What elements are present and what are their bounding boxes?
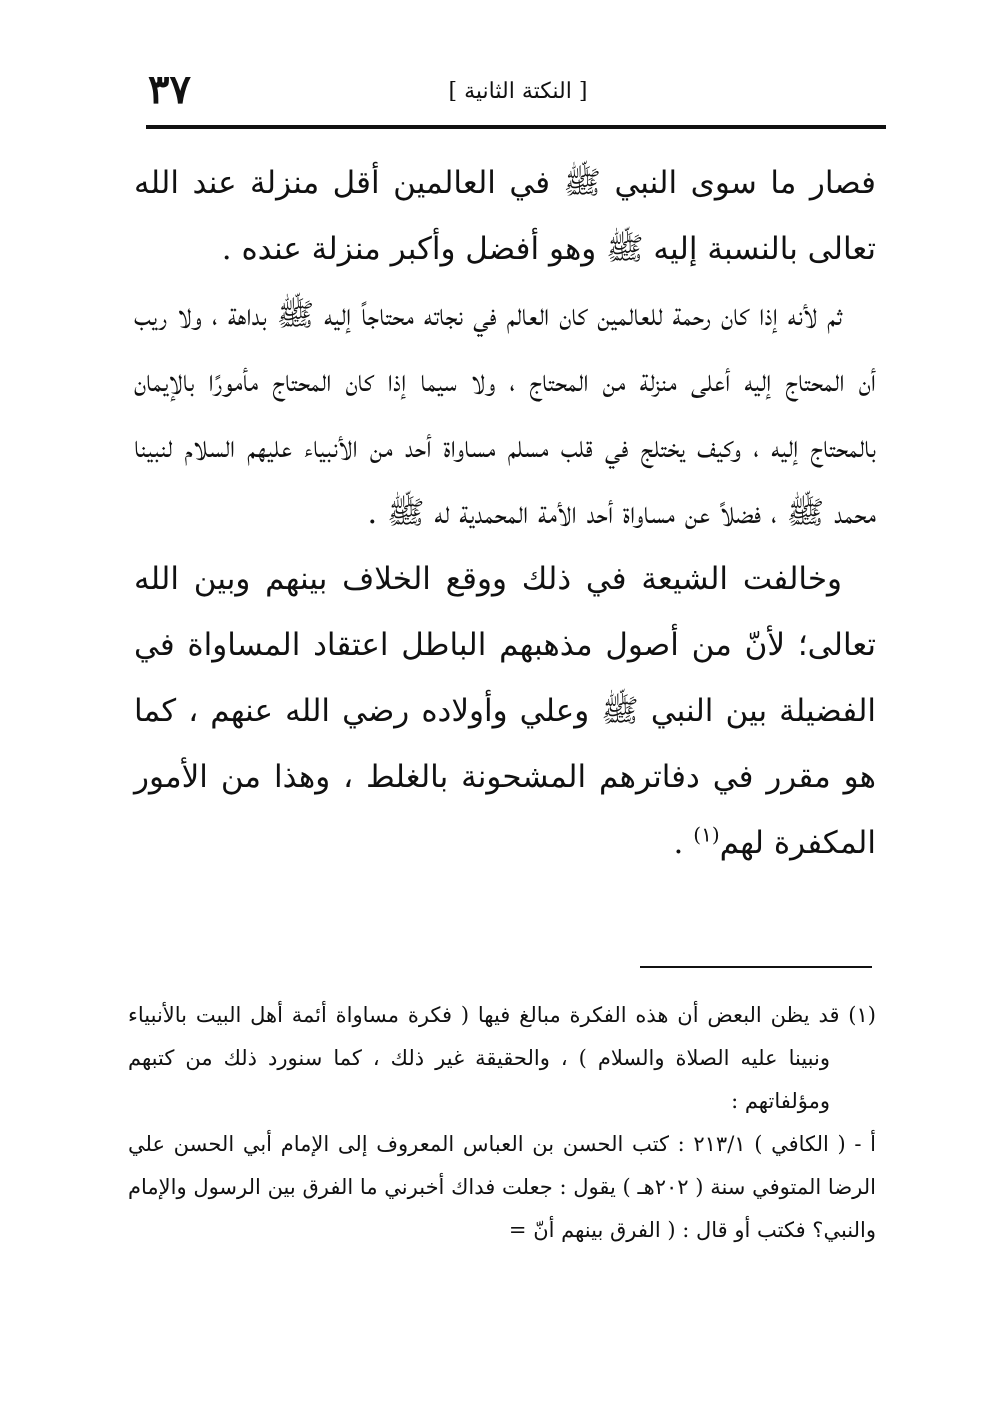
footnote-reference[interactable]: (١) bbox=[693, 822, 720, 847]
main-text bbox=[134, 150, 876, 876]
footnote-divider bbox=[640, 966, 872, 968]
page-number: ٣٧ bbox=[148, 66, 191, 113]
page-header bbox=[148, 62, 888, 122]
running-title: [ النكتة الثانية ] bbox=[448, 79, 588, 104]
footnote-1: (١) قد يظن البعض أن هذه الفكرة مبالغ فيها ( فكرة مساواة أئمة أهل البيت بالأنبياء ونبينا عليه الصلاة والسلام ) ، والحقيقة غير ذلك ، كما سنورد ذلك من كتبهم ومؤلفاتهم : bbox=[128, 1003, 876, 1113]
header-rule bbox=[146, 125, 886, 129]
footnotes bbox=[128, 994, 876, 1252]
paragraph-3-end: . bbox=[673, 825, 694, 861]
paragraph-1: فصار ما سوى النبي ﷺ في العالمين أقل منزلة عند الله تعالى بالنسبة إليه ﷺ وهو أفضل وأكبر منزلة عنده . bbox=[134, 165, 876, 267]
paragraph-3-text: وخالفت الشيعة في ذلك ووقع الخلاف بينهم وبين الله تعالى؛ لأنّ من أصول مذهبهم الباطل اعتقاد المساواة في الفضيلة بين النبي ﷺ وعلي وأولاده رضي الله عنهم ، كما هو مقرر في دفاترهم المشحونة بالغلط ، وهذا من الأمور المكفرة لهم bbox=[134, 561, 876, 861]
footnote-1-item-a: أ - ( الكافي ) ٢١٣/١ : كتب الحسن بن العباس المعروف إلى الإمام أبي الحسن علي الرضا المتوفي سنة ( ٢٠٢هـ ) يقول : جعلت فداك أخبرني ما الفرق بين الرسول والإمام والنبي؟ فكتب أو قال : ( الفرق بينهم أنّ = bbox=[128, 1132, 877, 1242]
paragraph-2: ثم لأنه إذا كان رحمة للعالمين كان العالم في نجاته محتاجاً إليه ﷺ بداهة ، ولا ريب أن المحتاج إليه أعلى منزلة من المحتاج ، ولا سيما إذا كان المحتاج مأمورًا بالإيمان بالمحتاج إليه ، وكيف يختلج في قلب مسلم مساواة أحد من الأنبياء عليهم السلام لنبينا محمد ﷺ ، فضلاً عن مساواة أحد الأمة المحمدية له ﷺ . bbox=[134, 297, 876, 531]
paragraph-3 bbox=[134, 546, 876, 876]
